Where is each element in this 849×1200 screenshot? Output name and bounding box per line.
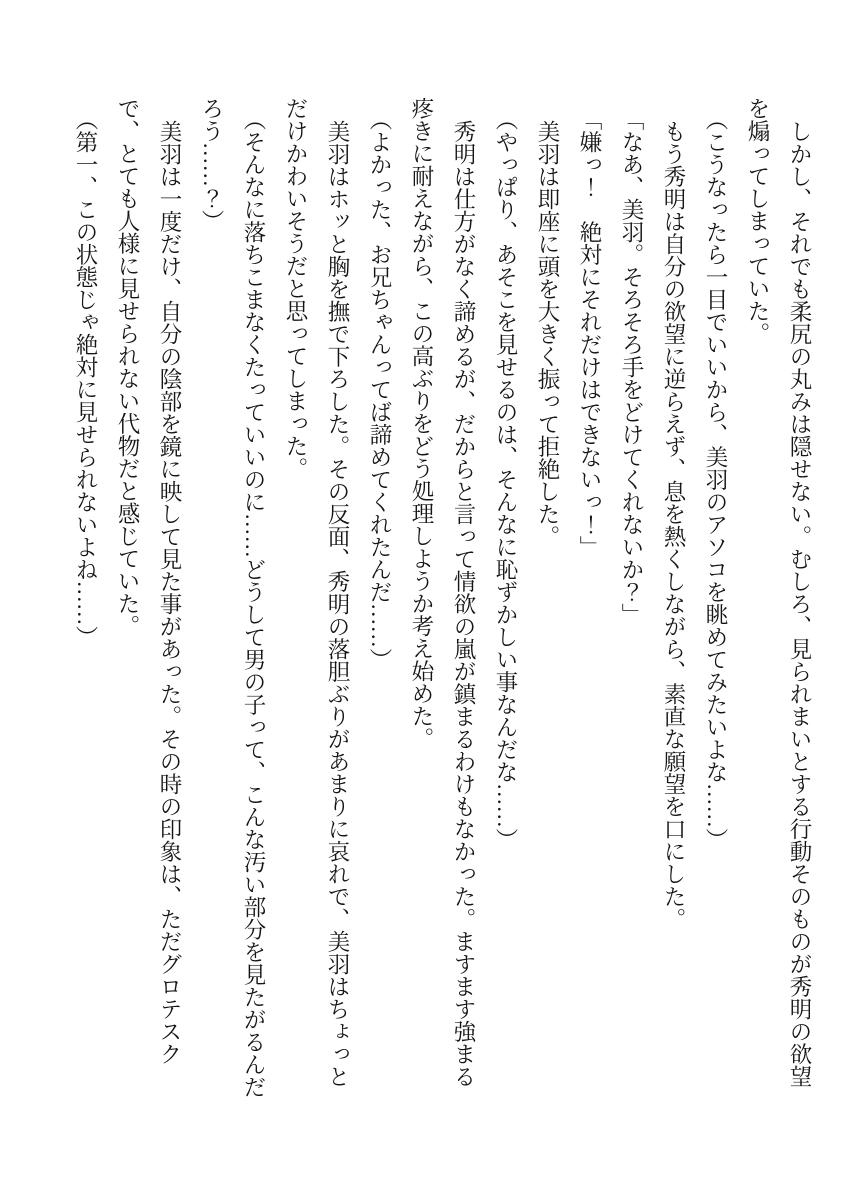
narrative-paragraph: 美羽は一度だけ、自分の陰部を鏡に映して見た事があった。その時の印象は、ただグロテスクで、とても人様に見せられない代物だと感じていた。 [115, 97, 182, 1065]
monologue-paragraph: （こうなったら一目でいいから、美羽のアソコを眺めてみたいよな……） [703, 108, 728, 851]
monologue-paragraph: （よかった、お兄ちゃんってば諦めてくれたんだ……） [367, 108, 392, 671]
narrative-paragraph: 美羽はホッと胸を撫で下ろした。その反面、秀明の落胆ぶりがあまりに哀れで、美羽はちょっとだけかわいそうだと思ってしまった。 [283, 97, 350, 1087]
monologue-paragraph: （やっぱり、あそこを見せるのは、そんなに恥ずかしい事なんだな……） [493, 108, 518, 851]
narrative-paragraph: もう秀明は自分の欲望に逆らえず、息を熱くしながら、素直な願望を口にした。 [661, 119, 686, 930]
monologue-paragraph: （そんなに落ちこまなくたっていいのに……どうして男の子って、こんな汚い部分を見たがるんだろう……？） [199, 97, 266, 1099]
narrative-paragraph: 美羽は即座に頭を大きく振って拒絶した。 [535, 119, 560, 547]
vertical-text-block [64, 97, 820, 1100]
narrative-paragraph: 秀明は仕方がなく諦めるが、だからと言って情欲の嵐が鎮まるわけもなかった。ますます強まる疼きに耐えながら、この高ぶりをどう処理しようか考え始めた。 [409, 97, 476, 1087]
dialogue-paragraph: 「嫌っ！ 絶対にそれだけはできないっ！」 [577, 108, 602, 559]
dialogue-paragraph: 「なあ、美羽。そろそろ手をどけてくれないか？」 [619, 108, 644, 626]
monologue-paragraph: （第一、この状態じゃ絶対に見せられないよね……） [73, 108, 98, 649]
narrative-paragraph: しかし、それでも柔尻の丸みは隠せない。むしろ、見られまいとする行動そのものが秀明の欲望を煽ってしまっていた。 [745, 97, 812, 1087]
